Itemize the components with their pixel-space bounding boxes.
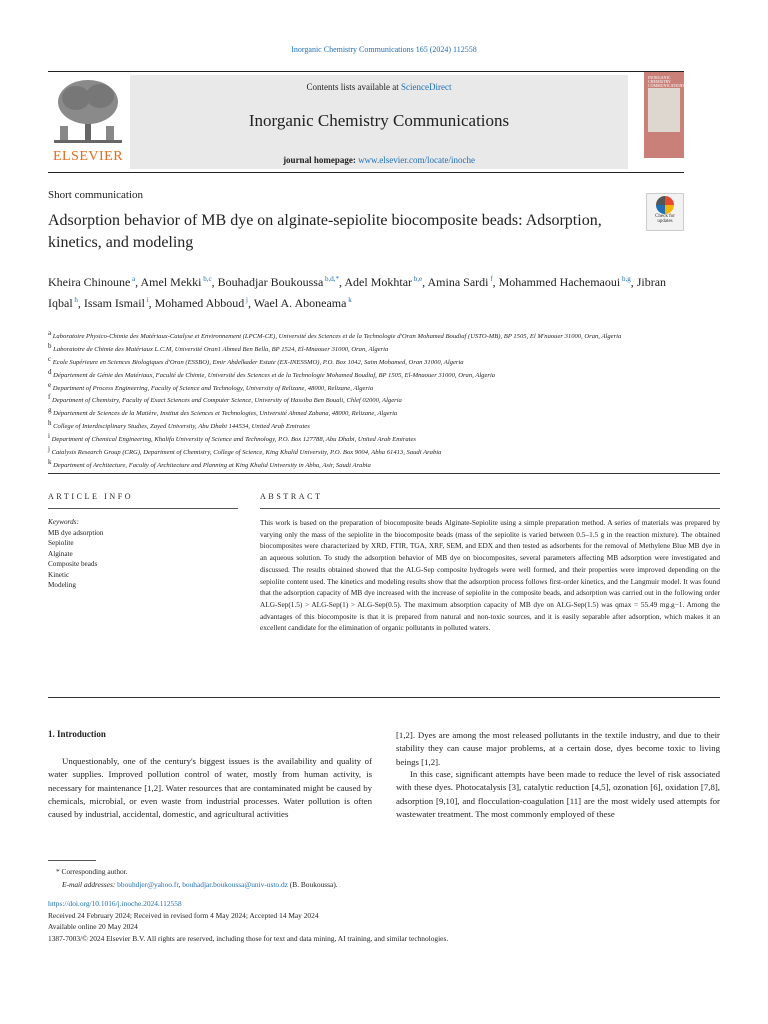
affiliation-key: j — [48, 445, 50, 454]
email-owner: (B. Boukoussa). — [289, 879, 338, 889]
author-name[interactable]: Mohamed Abboud — [154, 296, 245, 310]
affiliation-key: b — [48, 341, 52, 350]
divider — [48, 697, 720, 698]
update-icon — [656, 196, 674, 214]
affiliation-key: a — [48, 329, 52, 337]
journal-masthead — [48, 71, 684, 173]
affiliation-key: h — [48, 419, 52, 428]
email-line: E-mail addresses: bbouhdjer@yahoo.fr, bouhadjar.boukoussa@univ-usto.dz (B. Boukoussa). — [62, 879, 338, 889]
abstract-text: This work is based on the preparation of biocomposite beads Alginate-Sepiolite using a simple preparation method. A series of materials was prepared by varying only the mass of the sepiolite in the biocomposite beads (mass of the sepiolite is varied between 0.5–1.5 g in the reaction mixture). The obtained biocomposites were characterized by XRD, FTIR, TGA, XRF, SEM, and EDX and then tested as adsorbents for the removal of Methylene Blue MB dye in an aqueous solution. To study the adsorption behavior of MB dye on biocomposites, several parameters affecting MB adsorption were investigated and discussed. The results obtained showed that the ALG-Sep composite hydrogels were well formed, and their properties were improved depending on the sepiolite content used. The kinetics and modeling results show that the adsorption process follows first-order kinetics, and the Langmuir model. It was found that the adsorption capacity of MB dye increased with the increase of sepiolite in the composite beads, and adsorption was carried out in the following order ALG-Sep(1.5) > ALG-Sep(1) > ALG-Sep(0.5). The maximum absorption capacity of MB dye on ALG-Sep(1.5) was qmax = 55.49 mg.g−1. Among the advantages of this biocomposite is that it is prepared from natural and non-toxic sources, and it is easily separable after adsorption, which makes it an excellent candidate for the elimination of organic pollutants in polluted waters. — [260, 518, 720, 633]
affiliation-item — [48, 458, 688, 471]
author-affiliation-mark[interactable]: b,g — [620, 275, 631, 283]
author-list: Kheira Chinoune $^a$, Amel Mekki $^{b,c}$, Bouhadjar Boukoussa $^{b,d,*}$, Adel Mokhtar $^{b,e}$, Amina Sardi $^f$, Mohammed Hachemaoui $^{b,g}$, Jibran Iqbal $^h$, Issam Ismail $^i$, Mohamed Abboud $^j$, Wael A. Aboneama $^k$ — [48, 275, 667, 310]
article-info-heading: ARTICLE INFO — [48, 492, 134, 501]
affiliation-text: Laboratoire de Chimie des Matériaux L.C.M, Université Oran1 Ahmed Ben Bella, BP 1524, El-Mnaouer 31000, Oran, Algeria — [51, 346, 389, 354]
affiliation-key: i — [48, 432, 50, 441]
author-name[interactable]: Bouhadjar Boukoussa — [217, 275, 324, 289]
affiliation-text: Department of Chemical Engineering, Khalifa University of Science and Technology, P.O. Box 127788, Abu Dhabi, United Arab Emirates — [49, 436, 416, 444]
sciencedirect-link[interactable]: ScienceDirect — [401, 82, 452, 92]
affiliation-text: Department of Process Engineering, Faculty of Science and Technology, University of Relizane, 48000, Relizane, Algeria — [51, 384, 374, 392]
abstract-heading: ABSTRACT — [260, 492, 323, 501]
section-heading: 1. Introduction — [48, 729, 106, 739]
copyright: 1387-7003/© 2024 Elsevier B.V. All rights are reserved, including those for text and data mining, AI training, and similar technologies. — [48, 933, 449, 943]
check-for-updates-badge[interactable] — [646, 193, 684, 231]
affiliation-item — [48, 445, 688, 458]
author-affiliation-mark[interactable]: j — [244, 296, 248, 304]
publication-info — [48, 898, 728, 944]
author-name[interactable]: Wael A. Aboneama — [253, 296, 347, 310]
affiliation-key: f — [48, 393, 51, 402]
keyword: Kinetic — [48, 570, 70, 579]
contents-prefix: Contents lists available at — [306, 82, 401, 92]
journal-cover-image[interactable] — [644, 72, 684, 158]
journal-citation[interactable]: Inorganic Chemistry Communications 165 (2024) 112558 — [291, 45, 477, 54]
corresponding-note: * Corresponding author. — [56, 867, 128, 876]
affiliation-text: Laboratoire Physico-Chimie des Matériaux-Catalyse et Environnement (LPCM-CE), Université des Sciences et de la Technologie d'Oran Mohamed Boudiaf (USTO-MB), BP 1505, El M'naouer 31000, Oran, Algeria — [51, 333, 622, 341]
affiliation-text: Catalysis Research Group (CRG), Department of Chemistry, College of Science, King Khalid University, P.O. Box 9004, Abha 61413, Saudi Arabia — [49, 449, 442, 457]
affiliation-key: k — [48, 457, 52, 466]
keywords-block — [48, 517, 104, 591]
affiliation-item — [48, 355, 688, 368]
divider — [260, 508, 720, 509]
affiliation-text: Department of Chemistry, Faculty of Exact Sciences and Computer Science, University of Hassiba Ben Bouali, Chlef 02000, Algeria — [50, 397, 402, 405]
author-name[interactable]: Jibran Iqbal — [48, 275, 667, 310]
footnote — [48, 866, 728, 891]
author-affiliation-mark[interactable]: b,c — [201, 275, 212, 283]
email-link[interactable]: bbouhdjer@yahoo.fr — [117, 879, 179, 889]
homepage-link[interactable]: www.elsevier.com/locate/inoche — [358, 155, 475, 165]
check-updates-label: Check for updates — [655, 214, 675, 224]
author-name[interactable]: Kheira Chinoune — [48, 275, 131, 289]
intro-paragraph: [1,2]. Dyes are among the most released pollutants in the textile industry, and due to their stability they can cause major problems, at a certain dose, dyes become toxic to living beings [1,2]. — [396, 730, 720, 767]
keywords-label: Keywords: — [48, 518, 79, 526]
intro-paragraph: In this case, significant attempts have been made to reduce the level of risk associated with these dyes. Photocatalysis [3], catalytic reduction [4,5], ozonation [6], oxidation [7,8], adsorption [9,10], and flocculation-coagulation [11] are the most widely used attempts for wastewater treatment. The most commonly employed of these — [396, 769, 720, 819]
cover-title: INORGANIC CHEMISTRY COMMUNICATIONS — [648, 75, 685, 88]
email-label: E-mail addresses: — [62, 879, 116, 889]
keywords-list — [48, 528, 104, 591]
journal-name: Inorganic Chemistry Communications — [248, 111, 510, 130]
footnote-divider — [48, 860, 96, 861]
divider — [48, 508, 238, 509]
corresponding-label: Corresponding author. — [61, 867, 128, 876]
author-name[interactable]: Issam Ismail — [83, 296, 145, 310]
affiliation-item — [48, 393, 688, 406]
affiliation-list — [48, 329, 688, 471]
journal-banner — [130, 75, 628, 169]
cover-panel — [648, 88, 680, 132]
author-affiliation-mark[interactable]: h — [72, 296, 78, 304]
keyword: Alginate — [48, 549, 73, 558]
author-name[interactable]: Adel Mokhtar — [344, 275, 413, 289]
author-affiliation-mark[interactable]: a — [130, 275, 136, 283]
affiliation-text: Département de Génie des Matériaux, Faculté de Chimie, Université des Sciences et de la Technologie Mohamed Boudiaf, BP 1505, El-Mnaouer 31000, Oran, Algeria — [51, 371, 496, 379]
intro-paragraph: Unquestionably, one of the century's biggest issues is the availability and quality of water supplies. Improved pollution control of water, mostly from human activity, is necessary for maintenance [1,2]. Water resources that are contaminated might be caused by chemicals, microbial, or even waste from industrial processes. Water pollution is often caused by industrial, accidental, domestic, and agricultural activities — [48, 756, 372, 820]
author-name[interactable]: Amel Mekki — [140, 275, 202, 289]
divider — [48, 473, 720, 474]
article-type: Short communication — [48, 189, 144, 201]
author-name[interactable]: Amina Sardi — [427, 275, 489, 289]
article-title: Adsorption behavior of MB dye on alginate-sepiolite biocomposite beads: Adsorption, kinetics, and modeling — [48, 212, 602, 251]
affiliation-text: Ecole Supérieure en Sciences Biologiques d'Oran (ESSBO), Emir Abdelkader Estate (EX-INESSMO), P.O. Box 1042, Saim Mohamed, Oran 31000, Algeria — [51, 358, 464, 366]
affiliation-text: Department of Architecture, Faculty of Architecture and Planning at King Khalid University in Abha, Asir, Saudi Arabia — [51, 462, 371, 470]
author-affiliation-mark[interactable]: k — [346, 296, 352, 304]
affiliation-item — [48, 432, 688, 445]
affiliation-item — [48, 406, 688, 419]
author-affiliation-mark[interactable]: i — [144, 296, 149, 304]
author-affiliation-mark[interactable]: f — [488, 275, 493, 283]
contents-line — [130, 82, 628, 92]
affiliation-key: c — [48, 354, 52, 363]
affiliation-item — [48, 368, 688, 381]
affiliation-item — [48, 381, 688, 394]
keyword: Composite beads — [48, 560, 98, 568]
keyword: Modeling — [48, 581, 76, 589]
affiliation-item — [48, 342, 688, 355]
affiliation-key: d — [48, 367, 52, 376]
author-name[interactable]: Mohammed Hachemaoui — [498, 275, 621, 289]
affiliation-key: e — [48, 380, 52, 389]
affiliation-text: Département de Sciences de la Matière, Institut des Sciences et Technologies, Université Ahmed Zabana, 48000, Relizane, Algeria — [51, 410, 398, 418]
online-date: Available online 20 May 2024 — [48, 922, 138, 932]
affiliation-text: College of Interdisciplinary Studies, Zayed University, Abu Dhabi 144534, United Arab Emirates — [51, 423, 310, 431]
author-affiliation-mark[interactable]: b,e — [412, 275, 423, 283]
affiliation-key: g — [48, 406, 52, 415]
affiliation-item — [48, 419, 688, 432]
doi-link[interactable]: https://doi.org/10.1016/j.inoche.2024.112558 — [48, 899, 182, 908]
affiliation-item — [48, 329, 688, 342]
publisher-logo: ELSEVIER — [52, 149, 124, 164]
homepage-prefix: journal homepage: — [283, 155, 359, 165]
homepage-line — [130, 155, 628, 165]
received-dates: Received 24 February 2024; Received in revised form 4 May 2024; Accepted 14 May 2024 — [48, 910, 319, 920]
keyword: Sepiolite — [48, 539, 74, 547]
author-affiliation-mark[interactable]: b,d,* — [323, 275, 340, 283]
email-link[interactable]: bouhadjar.boukoussa@univ-usto.dz — [182, 879, 288, 889]
keyword: MB dye adsorption — [48, 528, 104, 537]
